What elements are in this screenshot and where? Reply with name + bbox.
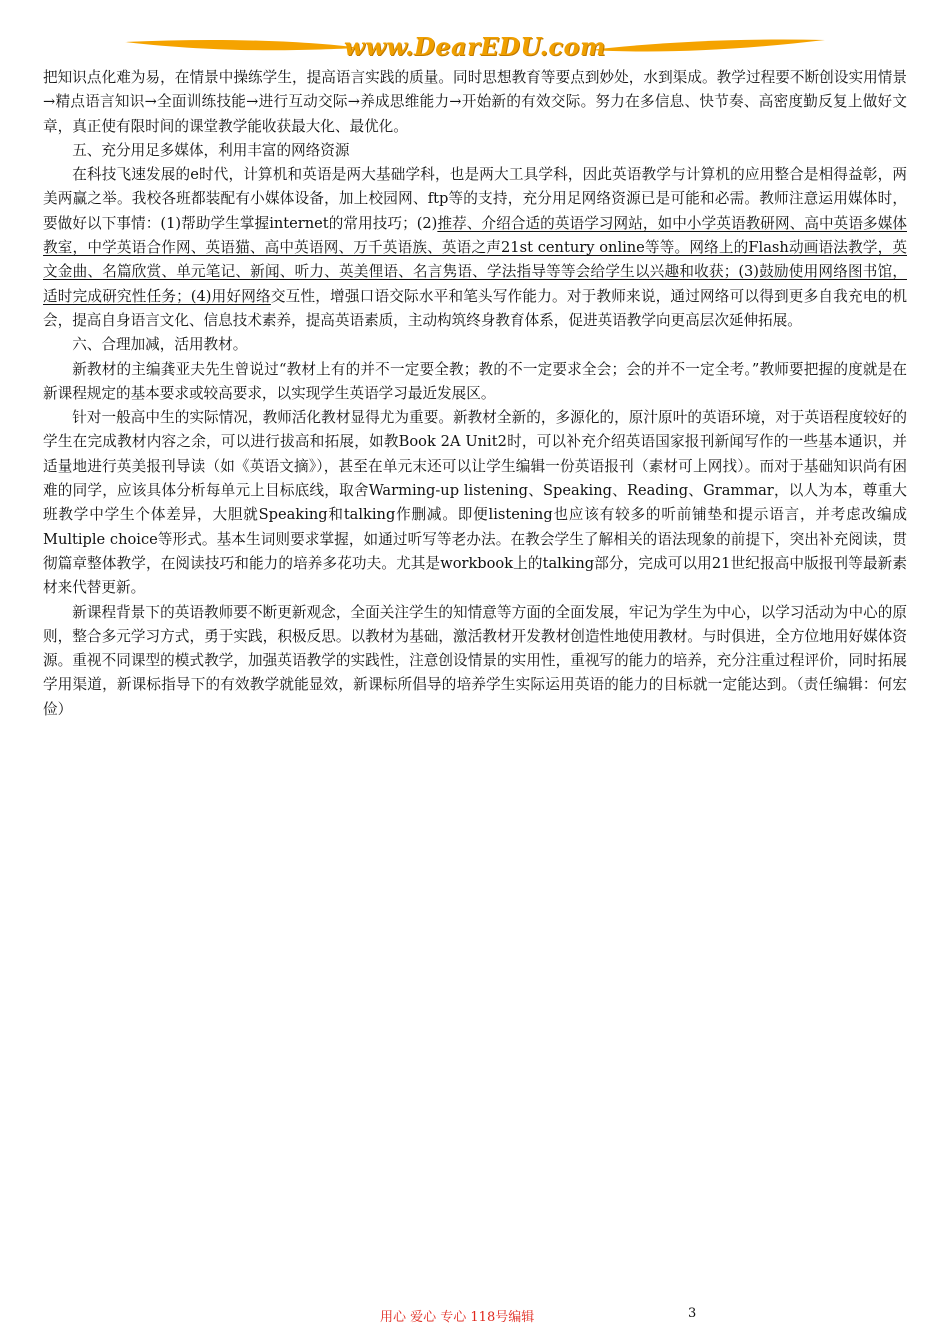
paragraph	[43, 163, 907, 333]
underlined-text: 推荐、介绍合适的英语学习网站，如中小学英语教研网、高中英语多媒体教室，中学英语合作网、英语猫、高中英语网、万千英语族、英语之声21st century online等等。网络上的Flash动画语法教学，英文金曲、名篇欣赏、单元笔记、新闻、听力、英美俚语、名言隽语、学法指导等等会给学生以兴趣和收获；(3)鼓励使用网络图书馆，适时完成研究性任务；(4)用好网络	[43, 214, 907, 305]
paragraph-text: 在科技飞速发展的e时代，计算机和英语是两大基础学科，也是两大工具学科，因此英语教学与计算机的应用整合是相得益彰，两美两赢之举。我校各班都装配有小媒体设备，加上校园网、ftp等的支持，充分用足网络资源已是可能和必需。教师注意运用媒体时，要做好以下事情：(1)帮助学生掌握internet的常用技巧；(2)	[43, 166, 907, 232]
paragraph: 新课程背景下的英语教师要不断更新观念，全面关注学生的知情意等方面的全面发展，牢记为学生为中心，以学习活动为中心的原则，整合多元学习方式，勇于实践，积极反思。以教材为基础，激活教材开发教材创造性地使用教材。与时俱进，全方位地用好媒体资源。重视不同课型的模式教学，加强英语教学的实践性，注意创设情景的实用性，重视写的能力的培养，充分注重过程评价，同时拓展学用渠道，新课标指导下的有效教学就能显效，新课标所倡导的培养学生实际运用英语的能力的目标就一定能达到。（责任编辑：何宏俭）	[43, 603, 907, 718]
paragraph: 新教材的主编龚亚夫先生曾说过“教材上有的并不一定要全教；教的不一定要求全会；会的并不一定全考。”教师要把握的度就是在新课程规定的基本要求或较高要求，以实现学生英语学习最近发展区。	[43, 360, 907, 402]
page-number: 3	[688, 1306, 697, 1321]
footer-slogan: 用心 爱心 专心 118号编辑	[380, 1310, 535, 1325]
page-footer	[0, 1306, 950, 1330]
section-heading: 五、充分用足多媒体，利用丰富的网络资源	[72, 141, 350, 159]
paragraph: 针对一般高中生的实际情况，教师活化教材显得尤为重要。新教材全新的，多源化的，原汁原叶的英语环境，对于英语程度较好的学生在完成教材内容之余，可以进行拔高和拓展，如教Book 2A Unit2时，可以补充介绍英语国家报刊新闻写作的一些基本通识，并适量地进行英美报刊导读（如《英语文摘》），甚至在单元末还可以让学生编辑一份英语报刊（素材可上网找）。而对于基础知识尚有困难的同学，应该具体分析每单元上目标底线，取舍Warming-up listening、Speaking、Reading、Grammar，以人为本，尊重大班教学中学生个体差异，大胆就Speaking和talking作删减。即便listening也应该有较多的听前铺垫和提示语言，并考虑改编成Multiple choice等形式。基本生词则要求掌握，如通过听写等老办法。在教会学生了解相关的语法现象的前提下，突出补充阅读，贯彻篇章整体教学，在阅读技巧和能力的培养多花功夫。尤其是workbook上的talking部分，完成可以用21世纪报高中版报刊等最新素材来代替更新。	[43, 409, 907, 597]
site-logo: www.DearEDU.com	[344, 32, 606, 61]
article-body	[43, 66, 907, 722]
page-header	[120, 28, 830, 68]
section-heading: 六、合理加减，活用教材。	[72, 336, 248, 354]
paragraph-text: 交互性，增强口语交际水平和笔头写作能力。对于教师来说，通过网络可以得到更多自我充电的机会，提高自身语言文化、信息技术素养，提高英语素质，主动构筑终身教育体系，促进英语教学向更高层次延伸拓展。	[43, 287, 907, 329]
paragraph: 把知识点化难为易，在情景中操练学生，提高语言实践的质量。同时思想教育等要点到妙处，水到渠成。教学过程要不断创设实用情景→精点语言知识→全面训练技能→进行互动交际→养成思维能力→开始新的有效交际。努力在多信息、快节奏、高密度勤反复上做好文章，真正使有限时间的课堂教学能收获最大化、最优化。	[43, 69, 907, 135]
